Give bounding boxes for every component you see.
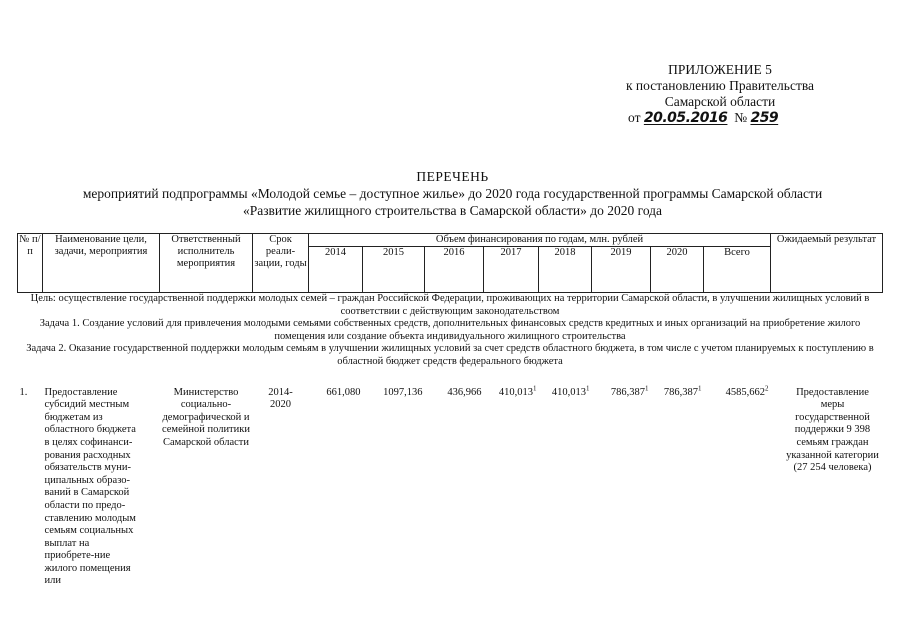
row1-total-value: 4585,662 <box>725 386 765 398</box>
title-heading: ПЕРЕЧЕНЬ <box>416 169 489 184</box>
header-year-2016: 2016 <box>425 247 484 293</box>
appendix-region-line: Самарской области <box>664 94 776 109</box>
title-program: «Развитие жилищного строительства в Самарской области» до 2020 года <box>242 203 663 218</box>
title-subprogram: мероприятий подпрограммы «Молодой семье – доступное жилье» до 2020 года государственной программы Самарской области <box>82 186 823 201</box>
header-year-2018: 2018 <box>539 247 592 293</box>
row1-2020-value: 786,387 <box>663 386 698 398</box>
task1-row <box>18 318 883 343</box>
header-year-2017: 2017 <box>484 247 539 293</box>
header-period: Срок реали-зации, годы <box>253 234 309 293</box>
row1-2014: 661,080 <box>326 386 361 398</box>
row1-2018-value: 410,013 <box>551 386 586 398</box>
row1-result: Предоставление меры государственной поддержки 9 398 семьям граждан указанной категории (27 254 человека) <box>786 386 879 474</box>
row1-num: 1. <box>19 386 28 398</box>
task2-row <box>18 343 883 368</box>
row1-2016: 436,966 <box>447 386 482 398</box>
header-responsible: Ответственный исполнитель мероприятия <box>160 234 253 293</box>
row1-2019 <box>592 369 651 589</box>
row1-2018 <box>539 369 592 589</box>
header-funding: Объем финансирования по годам, млн. рублей <box>309 234 771 247</box>
row1-2019-note: 1 <box>645 384 649 393</box>
header-year-2014: 2014 <box>309 247 363 293</box>
appendix-block <box>600 62 840 126</box>
row1-2017 <box>484 369 539 589</box>
row1-total-note: 2 <box>765 384 769 393</box>
goal-text: Цель: осуществление государственной поддержки молодых семей – граждан Российской Федерации, проживающих на территории Самарской области, в улучшении жилищных условий в соответствии с действующим законодательством <box>30 293 870 317</box>
task2-text: Задача 2. Оказание государственной поддержки молодым семьям в улучшении жилищных условий за счет средств областного бюджета, в том числе с учетом планируемых к поступлению в областной бюджет средств федерального бюджета <box>26 343 874 367</box>
row1-period: 2014-2020 <box>268 386 293 411</box>
appendix-decree-line: к постановлению Правительства <box>625 78 815 93</box>
header-total: Всего <box>704 247 771 293</box>
header-name: Наименование цели, задачи, мероприятия <box>43 234 160 293</box>
measures-table <box>17 233 883 588</box>
row1-total <box>704 369 771 589</box>
header-year-2019: 2019 <box>592 247 651 293</box>
row1-2017-value: 410,013 <box>498 386 533 398</box>
row1-responsible: Министерство социально-демографической и семейной политики Самарской области <box>161 386 250 448</box>
task1-text: Задача 1. Создание условий для привлечения молодыми семьями собственных средств, дополнительных финансовых средств кредитных и иных организаций на приобретение жилого помещения или создание объекта индивидуального жилищного строительства <box>39 318 861 342</box>
row1-2020 <box>651 369 704 589</box>
number-prefix: № <box>734 110 748 125</box>
row1-2020-note: 1 <box>698 384 702 393</box>
row1-2019-value: 786,387 <box>610 386 645 398</box>
handwritten-number: 259 <box>750 110 779 126</box>
row1-2015: 1097,136 <box>383 386 423 398</box>
row1-2017-note: 1 <box>533 384 537 393</box>
table-row <box>18 369 883 589</box>
header-num: № п/п <box>18 234 43 293</box>
row1-name: Предоставление субсидий местным бюджетам из областного бюджета в целях софинанси-рования расходных обязательств муни-ципальных образо-ваний в Самарской области по предо-ставлению молодым семьям социальных выплат на приобрете-ние жилого помещения или <box>44 386 136 587</box>
date-number-line <box>600 110 840 126</box>
header-year-2020: 2020 <box>651 247 704 293</box>
date-prefix: от <box>628 110 641 125</box>
document-title <box>0 168 905 219</box>
handwritten-date: 20.05.2016 <box>643 110 728 126</box>
header-result: Ожидаемый результат <box>771 234 883 293</box>
goal-row <box>18 293 883 319</box>
appendix-title: ПРИЛОЖЕНИЕ 5 <box>668 62 772 77</box>
header-year-2015: 2015 <box>363 247 425 293</box>
row1-2018-note: 1 <box>586 384 590 393</box>
header-row-1 <box>18 234 883 247</box>
